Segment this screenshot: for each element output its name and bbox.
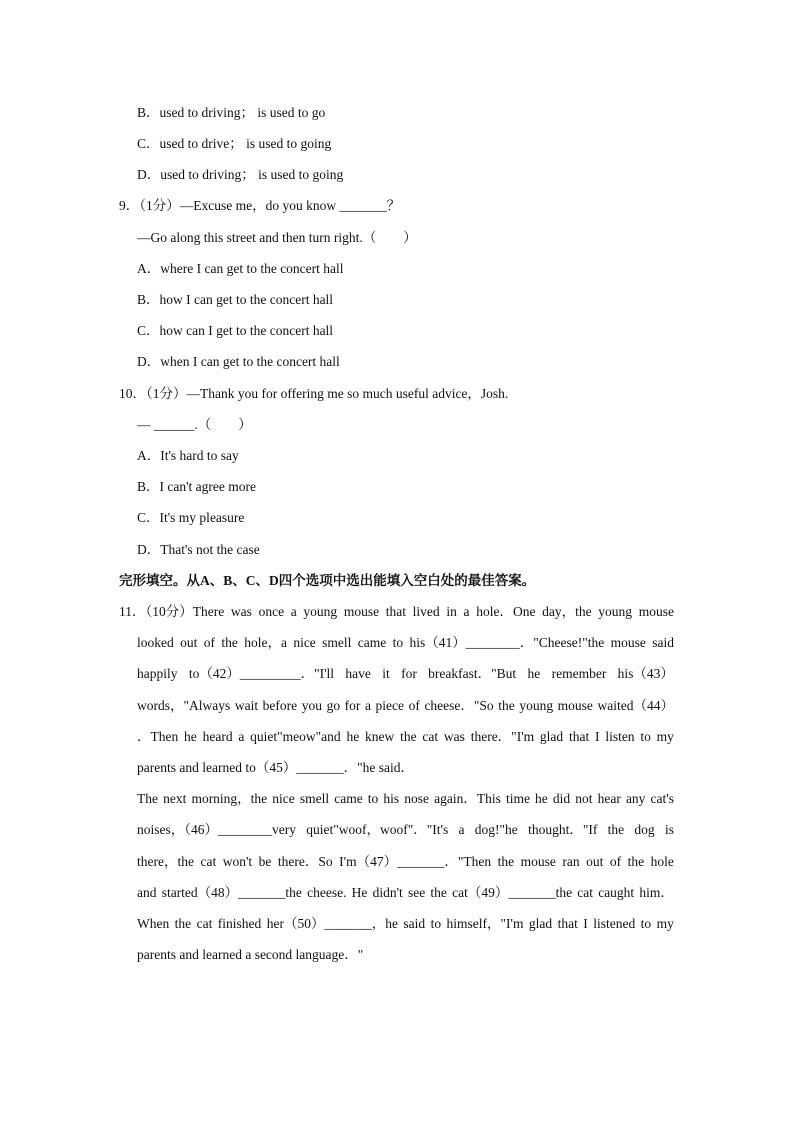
cloze-word: cat — [422, 729, 439, 744]
cloze-word: mouse — [610, 635, 646, 650]
cloze-word: listened — [593, 916, 636, 931]
cloze-word: ．Then — [137, 729, 179, 744]
cloze-word: mouse — [557, 698, 593, 713]
cloze-word: the — [627, 854, 645, 869]
cloze-word: caught — [598, 885, 635, 900]
cloze-word: looked — [137, 635, 174, 650]
q10-reply: — ______.（ ） — [137, 417, 252, 432]
q10-option-b: B．I can't agree more — [137, 479, 257, 494]
cloze-word: knew — [365, 729, 395, 744]
cloze-word: there．"I'm — [470, 729, 535, 744]
cloze-word: day，the — [542, 604, 592, 619]
cloze-word: that — [385, 604, 406, 619]
cloze-word: you — [301, 698, 322, 713]
q8-option-c: C．used to drive； is used to going — [137, 136, 332, 151]
cloze-word: to — [392, 635, 404, 650]
cloze-line — [119, 603, 674, 621]
cloze-word: to（42）_________．"I'll — [188, 666, 335, 681]
cloze-word: her（50）_______，he — [266, 916, 398, 931]
cloze-word: himself，"I'm — [446, 916, 524, 931]
cloze-word: was — [443, 729, 465, 744]
cloze-word: to — [367, 791, 379, 806]
cloze-word: thought．"If — [528, 822, 598, 837]
cloze-line — [137, 915, 674, 933]
cloze-word: mouse — [638, 604, 674, 619]
cloze-word: of — [408, 698, 420, 713]
cloze-word: hole．One — [476, 604, 536, 619]
cloze-word: noises，（46）________very — [137, 822, 296, 837]
cloze-word: finished — [217, 916, 262, 931]
q9-option-c: C．how can I get to the concert hall — [137, 323, 334, 338]
cloze-word: quiet"meow"and — [250, 729, 341, 744]
cloze-line — [137, 853, 674, 871]
cloze-word: dog!"he — [474, 822, 518, 837]
cloze-word: there．So — [277, 854, 333, 869]
cloze-word: ran — [562, 854, 580, 869]
cloze-word: listen — [605, 729, 635, 744]
cloze-word: hole，a — [244, 635, 287, 650]
cloze-line: parents and learned a second language．" — [137, 947, 364, 962]
cloze-word: glad — [539, 729, 564, 744]
cloze-word: him． — [639, 885, 674, 900]
cloze-word: a — [364, 698, 371, 713]
cloze-word: to — [640, 729, 651, 744]
cloze-word: that — [557, 916, 578, 931]
cloze-line — [137, 790, 674, 808]
cloze-word: the — [430, 885, 447, 900]
cloze-word: again．This — [434, 791, 501, 806]
cloze-word: to — [640, 916, 652, 931]
q10-option-c: C．It's my pleasure — [137, 510, 245, 525]
q9-option-b: B．how I can get to the concert hall — [137, 292, 334, 307]
q9-option-d: D．when I can get to the concert hall — [137, 354, 340, 369]
cloze-word: mouse — [343, 604, 380, 619]
cloze-word: he — [527, 666, 541, 681]
cloze-line: parents and learned to（45）_______．"he said． — [137, 760, 414, 775]
cloze-word: before — [262, 698, 298, 713]
cloze-word: came — [334, 791, 363, 806]
cloze-word: dog — [634, 822, 655, 837]
cloze-word: out — [586, 854, 604, 869]
cloze-word: any — [625, 791, 646, 806]
cloze-word: morning，the — [191, 791, 268, 806]
cloze-word: for — [344, 698, 361, 713]
cloze-word: the — [607, 822, 625, 837]
cloze-word: time — [505, 791, 530, 806]
cloze-word: When — [137, 916, 170, 931]
q8-option-d: D．used to driving； is used to going — [137, 167, 344, 182]
cloze-word: started（48）_______the — [161, 885, 302, 900]
cloze-word: his — [383, 791, 400, 806]
cloze-word: and — [137, 885, 157, 900]
cloze-word: lived — [412, 604, 440, 619]
cloze-word: the — [400, 729, 417, 744]
cloze-word: in — [446, 604, 457, 619]
q10-option-a: A．It's hard to say — [137, 448, 239, 463]
cloze-word: the — [174, 916, 192, 931]
cloze-word: hear — [597, 791, 621, 806]
cloze-word: young — [519, 698, 554, 713]
cloze-word: 11．（10分）There — [119, 604, 225, 619]
cloze-word: young — [598, 604, 633, 619]
q9-stem: 9．（1分）—Excuse me，do you know _______？ — [119, 198, 401, 213]
cloze-word: be — [258, 854, 272, 869]
cloze-word: have — [345, 666, 371, 681]
q8-option-b: B．used to driving； is used to go — [137, 105, 326, 120]
cloze-word: happily — [137, 666, 178, 681]
q9-option-a: A．where I can get to the concert hall — [137, 261, 344, 276]
cloze-word: the — [497, 854, 515, 869]
cloze-word: he — [184, 729, 197, 744]
cloze-word: piece — [375, 698, 405, 713]
cloze-word: I'm（47）_______．"Then — [339, 854, 492, 869]
cloze-line — [137, 665, 674, 683]
cloze-word: nose — [404, 791, 430, 806]
cloze-word: words，"Always — [137, 698, 231, 713]
cloze-word: go — [326, 698, 341, 713]
cloze-word: cat — [196, 916, 213, 931]
cloze-word: breakfast．"But — [428, 666, 517, 681]
cloze-word: said — [652, 635, 674, 650]
cloze-word: cat — [577, 885, 594, 900]
cloze-word: my — [656, 916, 674, 931]
cloze-word: cat's — [650, 791, 674, 806]
cloze-word: a — [290, 604, 297, 619]
cloze-word: heard — [202, 729, 233, 744]
cloze-word: his（43） — [617, 666, 674, 681]
cloze-word: smell — [299, 791, 330, 806]
cloze-word: didn't — [372, 885, 403, 900]
q10-option-d: D．That's not the case — [137, 542, 260, 557]
q10-stem: 10．（1分）—Thank you for offering me so much useful advice，Josh. — [119, 386, 509, 401]
cloze-word: my — [656, 729, 674, 744]
cloze-word: waited（44） — [597, 698, 674, 713]
cloze-word: there，the — [137, 854, 194, 869]
cloze-section-title: 完形填空。从A、B、C、D四个选项中选出能填入空白处的最佳答案。 — [119, 573, 536, 588]
cloze-word: a — [458, 822, 465, 837]
cloze-word: was — [230, 604, 252, 619]
cloze-word: that — [568, 729, 590, 744]
cloze-word: won't — [222, 854, 253, 869]
cloze-word: not — [575, 791, 593, 806]
cloze-word: for — [401, 666, 417, 681]
cloze-word: He — [351, 885, 368, 900]
cloze-word: the — [498, 698, 515, 713]
cloze-word: out — [180, 635, 198, 650]
cloze-word: mouse — [520, 854, 556, 869]
cloze-word: cheese. — [307, 885, 347, 900]
cloze-word: next — [163, 791, 187, 806]
cloze-word: I — [583, 916, 588, 931]
cloze-word: I — [595, 729, 600, 744]
cloze-line — [137, 821, 674, 839]
cloze-word: smell — [322, 635, 352, 650]
q9-reply: —Go along this street and then turn right.（ ） — [137, 230, 417, 245]
cloze-word: he — [346, 729, 360, 744]
cloze-word: hole — [650, 854, 674, 869]
cloze-word: quiet"woof，woof"．"It's — [306, 822, 449, 837]
cloze-word: nice — [272, 791, 295, 806]
cloze-word: to — [430, 916, 442, 931]
cloze-line — [137, 884, 674, 902]
cloze-word: remember — [551, 666, 607, 681]
cloze-word: once — [258, 604, 285, 619]
cloze-word: cheese．"So — [424, 698, 494, 713]
cloze-word: of — [203, 635, 215, 650]
cloze-word: his（41）________．"Cheese!"the — [409, 635, 605, 650]
cloze-word: The — [137, 791, 158, 806]
cloze-word: cat — [200, 854, 217, 869]
cloze-word: said — [403, 916, 426, 931]
cloze-word: nice — [293, 635, 316, 650]
cloze-word: glad — [528, 916, 553, 931]
cloze-word: it — [382, 666, 390, 681]
cloze-word: the — [221, 635, 238, 650]
cloze-line — [137, 634, 674, 652]
cloze-word: a — [463, 604, 470, 619]
cloze-word: a — [238, 729, 245, 744]
cloze-word: came — [357, 635, 387, 650]
cloze-line — [137, 728, 674, 746]
cloze-word: did — [552, 791, 571, 806]
cloze-word: young — [303, 604, 338, 619]
cloze-line — [137, 697, 674, 715]
cloze-word: he — [535, 791, 548, 806]
cloze-word: of — [609, 854, 622, 869]
cloze-word: cat（49）_______the — [452, 885, 573, 900]
cloze-word: is — [664, 822, 674, 837]
cloze-word: wait — [234, 698, 259, 713]
cloze-word: see — [407, 885, 426, 900]
